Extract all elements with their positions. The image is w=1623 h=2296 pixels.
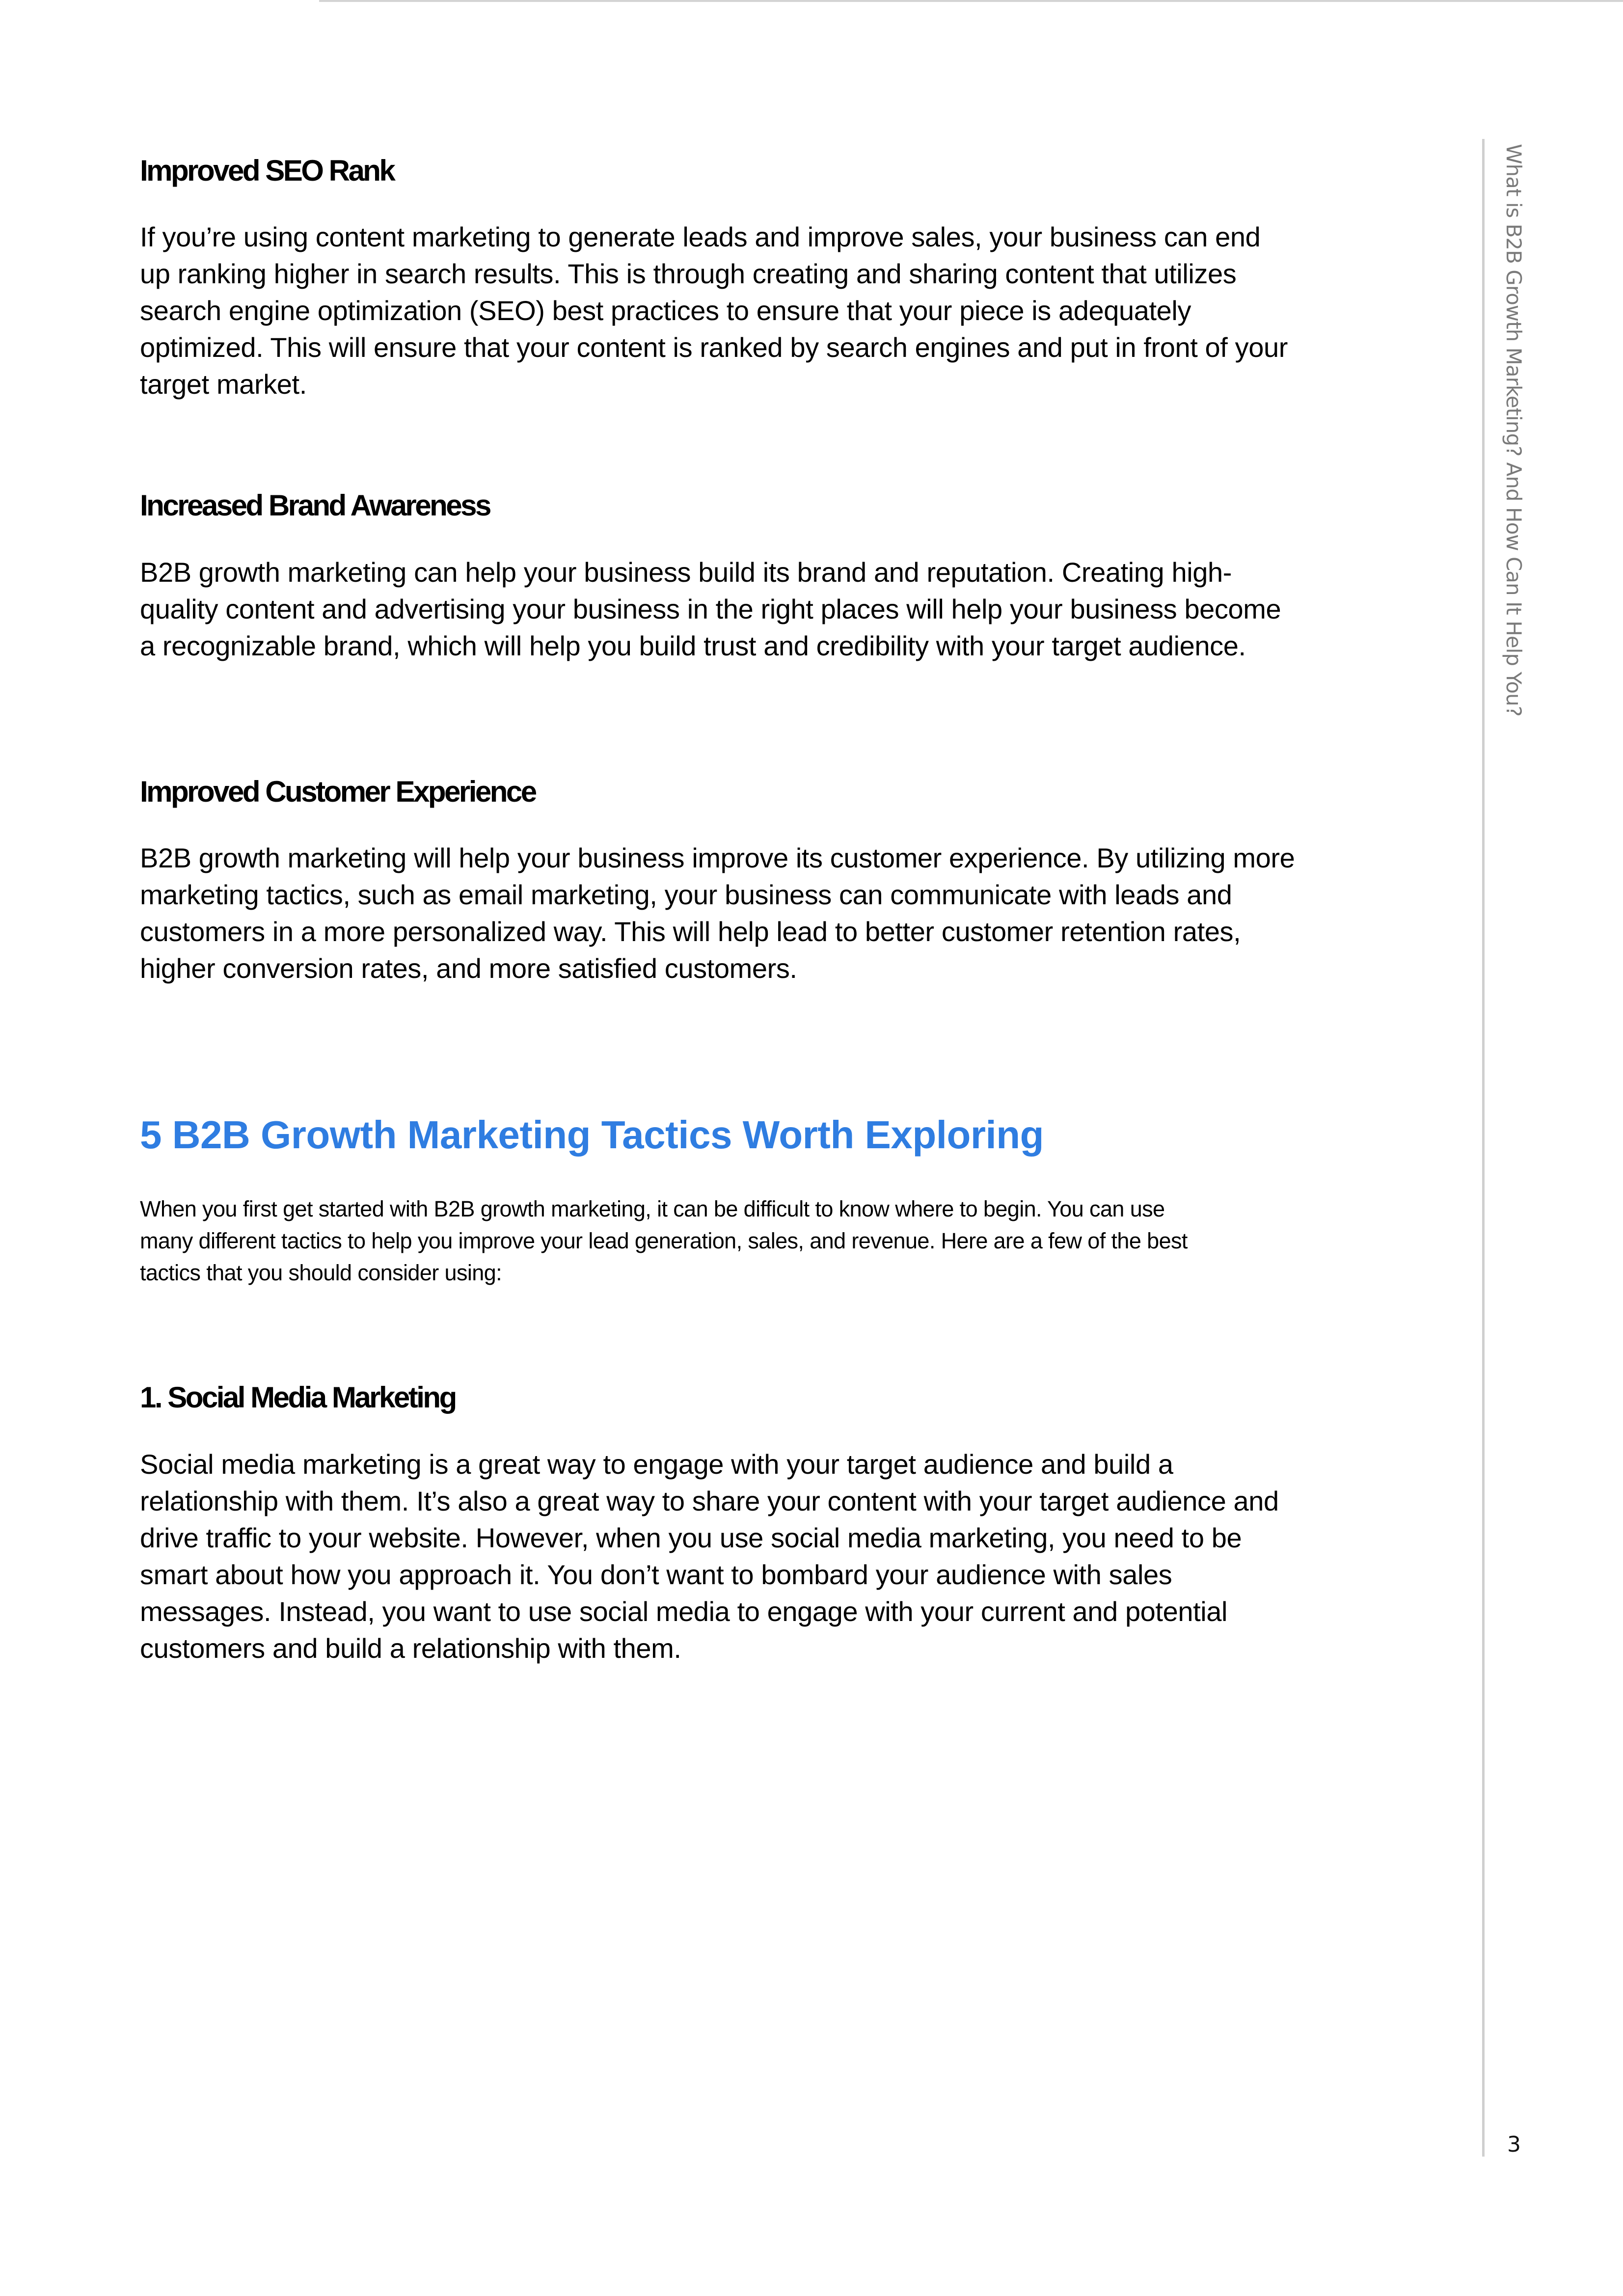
paragraph-line: If you’re using content marketing to generate leads and improve sales, your business can end xyxy=(140,221,1261,252)
running-header: What is B2B Growth Marketing? And How Can It Help You? xyxy=(1502,144,1526,717)
paragraph-line: When you first get started with B2B growth marketing, it can be difficult to know where to begin. You can use xyxy=(140,1196,1165,1221)
paragraph-tactics-intro xyxy=(140,1193,1188,1289)
section-heading-seo-rank: Improved SEO Rank xyxy=(140,154,394,187)
paragraph-line: quality content and advertising your business in the right places will help your business become xyxy=(140,594,1281,624)
paragraph-line: customers in a more personalized way. This will help lead to better customer retention rates, xyxy=(140,916,1241,947)
paragraph-line: drive traffic to your website. However, when you use social media marketing, you need to be xyxy=(140,1522,1242,1553)
section-title-tactics: 5 B2B Growth Marketing Tactics Worth Exploring xyxy=(140,1113,1044,1157)
paragraph-line: Social media marketing is a great way to engage with your target audience and build a xyxy=(140,1449,1173,1480)
paragraph-line: higher conversion rates, and more satisfied customers. xyxy=(140,953,797,984)
paragraph-seo-rank xyxy=(140,218,1288,403)
paragraph-line: B2B growth marketing will help your business improve its customer experience. By utilizing more xyxy=(140,842,1295,873)
paragraph-line: B2B growth marketing can help your business build its brand and reputation. Creating high- xyxy=(140,557,1232,588)
paragraph-line: search engine optimization (SEO) best practices to ensure that your piece is adequately xyxy=(140,295,1191,326)
side-divider-line xyxy=(1482,139,1485,2157)
paragraph-line: many different tactics to help you improve your lead generation, sales, and revenue. Here are a few of the best xyxy=(140,1228,1188,1253)
paragraph-line: a recognizable brand, which will help you build trust and credibility with your target audience. xyxy=(140,630,1246,661)
paragraph-line: relationship with them. It’s also a great way to share your content with your target audience and xyxy=(140,1486,1279,1516)
paragraph-line: customers and build a relationship with them. xyxy=(140,1633,681,1664)
paragraph-brand-awareness xyxy=(140,554,1281,664)
section-heading-customer-experience: Improved Customer Experience xyxy=(140,775,536,808)
paragraph-line: optimized. This will ensure that your content is ranked by search engines and put in front of your xyxy=(140,332,1288,363)
paragraph-line: tactics that you should consider using: xyxy=(140,1260,502,1285)
paragraph-social-media xyxy=(140,1446,1279,1667)
paragraph-line: target market. xyxy=(140,369,307,400)
paragraph-customer-experience xyxy=(140,839,1295,987)
paragraph-line: smart about how you approach it. You don’t want to bombard your audience with sales xyxy=(140,1559,1172,1590)
top-divider-line xyxy=(319,0,1623,2)
paragraph-line: messages. Instead, you want to use social media to engage with your current and potential xyxy=(140,1596,1228,1627)
tactic-heading-social-media: 1. Social Media Marketing xyxy=(140,1381,456,1414)
section-heading-brand-awareness: Increased Brand Awareness xyxy=(140,489,490,522)
paragraph-line: up ranking higher in search results. This is through creating and sharing content that utilizes xyxy=(140,258,1237,289)
paragraph-line: marketing tactics, such as email marketing, your business can communicate with leads and xyxy=(140,879,1232,910)
page-number: 3 xyxy=(1507,2132,1521,2157)
